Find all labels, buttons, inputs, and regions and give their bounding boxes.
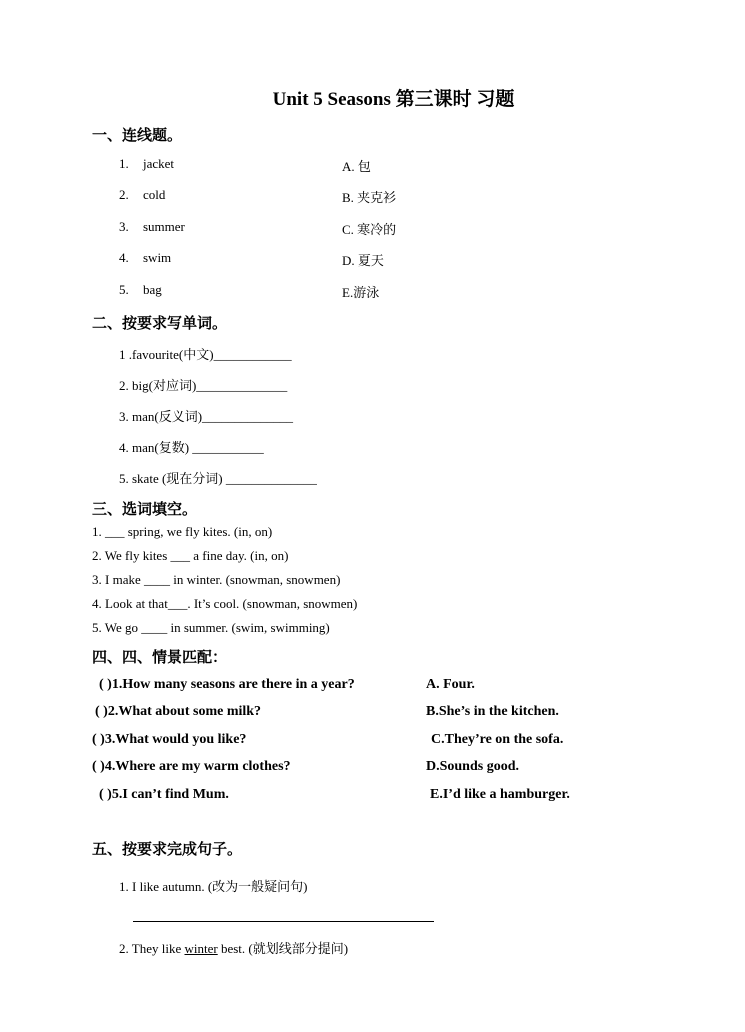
word-task: 1 .favourite(中文)____________	[119, 347, 292, 362]
section1-heading: 一、连线题。	[92, 126, 183, 144]
page-title: Unit 5 Seasons 第三课时 习题	[272, 89, 515, 110]
dialogue-question: ( )5.I can’t find Mum.	[99, 787, 229, 802]
section4-heading: 四、四、情景匹配：	[92, 648, 228, 666]
sentence-task-post: best. (就划线部分提问)	[217, 941, 349, 956]
match-left-num: 2.	[119, 187, 129, 202]
match-left-num: 3.	[119, 219, 129, 234]
match-left-word: cold	[143, 187, 166, 202]
match-right-item: A. 包	[342, 159, 371, 174]
answer-line	[133, 921, 434, 922]
match-right-item: E.游泳	[342, 285, 380, 300]
match-left-num: 1.	[119, 156, 129, 171]
section3-heading: 三、选词填空。	[92, 500, 198, 518]
dialogue-answer: A. Four.	[426, 677, 475, 692]
match-left-word: jacket	[143, 156, 175, 171]
word-task: 3. man(反义词)______________	[119, 409, 294, 424]
match-left-num: 4.	[119, 250, 129, 265]
word-task: 2. big(对应词)______________	[119, 378, 288, 393]
sentence-task-pre: 2. They like	[119, 941, 185, 956]
sentence-task	[119, 938, 348, 957]
match-left-word: summer	[143, 219, 185, 234]
dialogue-answer: E.I’d like a hamburger.	[430, 787, 570, 802]
fill-blank-item: 2. We fly kites ___ a fine day. (in, on)	[92, 548, 289, 563]
word-task: 4. man(复数) ___________	[119, 440, 264, 455]
sentence-task: 1. I like autumn. (改为一般疑问句)	[119, 879, 308, 894]
word-task: 5. skate (现在分词) ______________	[119, 471, 317, 486]
dialogue-answer: C.They’re on the sofa.	[431, 732, 564, 747]
fill-blank-item: 3. I make ____ in winter. (snowman, snowmen)	[92, 572, 341, 587]
match-right-item: D. 夏天	[342, 253, 384, 268]
dialogue-question: ( )3.What would you like?	[92, 732, 247, 747]
match-right-item: B. 夹克衫	[342, 190, 397, 205]
dialogue-answer: B.She’s in the kitchen.	[426, 704, 559, 719]
match-right-item: C. 寒冷的	[342, 222, 397, 237]
section2-heading: 二、按要求写单词。	[92, 314, 228, 332]
dialogue-question: ( )1.How many seasons are there in a year?	[99, 677, 355, 692]
match-left-word: swim	[143, 250, 172, 265]
dialogue-question: ( )2.What about some milk?	[95, 704, 262, 719]
fill-blank-item: 5. We go ____ in summer. (swim, swimming)	[92, 620, 330, 635]
fill-blank-item: 4. Look at that___. It’s cool. (snowman, snowmen)	[92, 596, 358, 611]
match-left-num: 5.	[119, 282, 129, 297]
dialogue-answer: D.Sounds good.	[426, 759, 519, 774]
fill-blank-item: 1. ___ spring, we fly kites. (in, on)	[92, 524, 273, 539]
dialogue-question: ( )4.Where are my warm clothes?	[92, 759, 291, 774]
match-left-word: bag	[143, 282, 162, 297]
section5-heading: 五、按要求完成句子。	[92, 840, 243, 858]
underlined-word: winter	[184, 941, 218, 956]
